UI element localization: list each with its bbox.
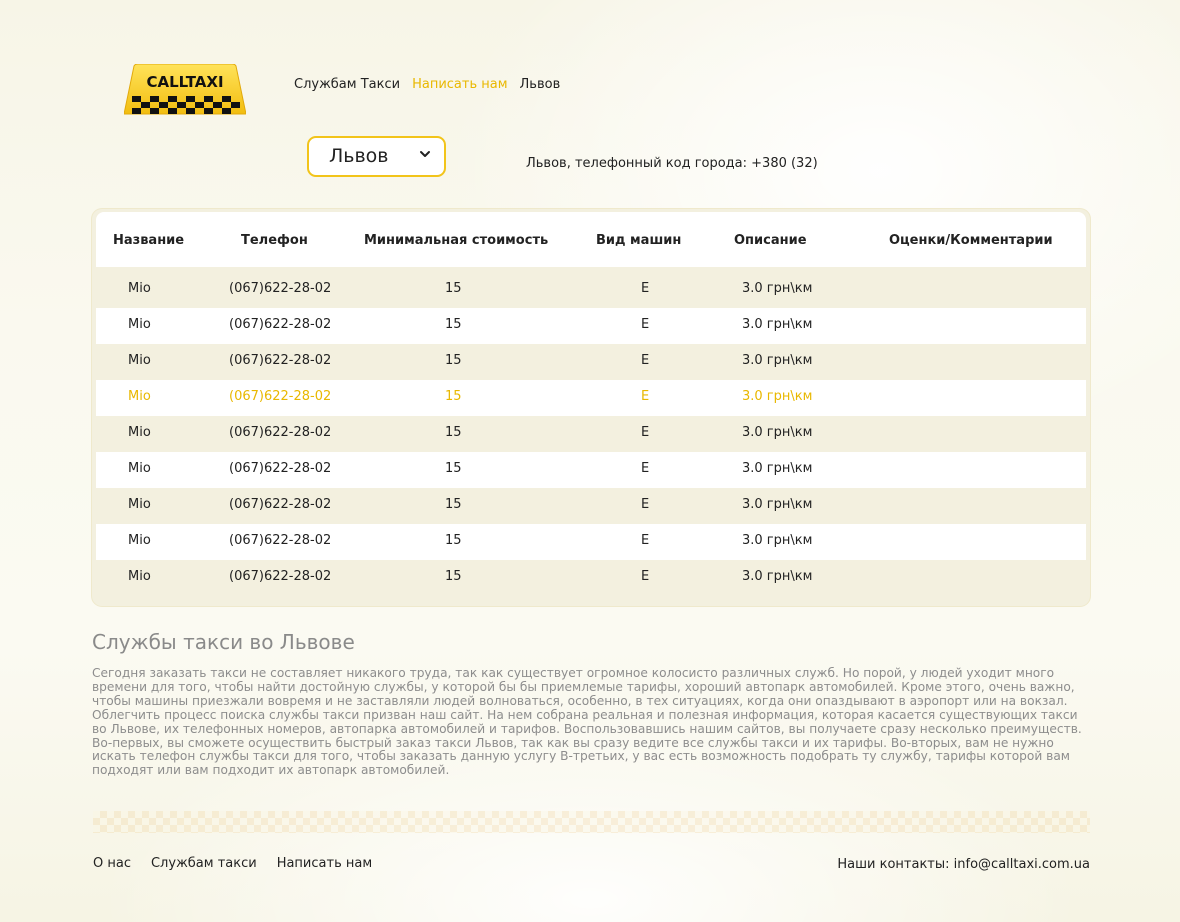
table-row[interactable] [96, 524, 1086, 560]
city-select[interactable] [307, 136, 446, 177]
table-row[interactable] [96, 416, 1086, 452]
city-phone-code-info: Львов, телефонный код города: +380 (32) [526, 156, 818, 171]
table-row[interactable] [96, 560, 1086, 596]
cell-car-type: E [641, 461, 650, 476]
nav-current-city: Львов [519, 77, 561, 92]
column-header-phone: Телефон [241, 233, 308, 248]
cell-description: 3.0 грн\км [742, 317, 813, 332]
chevron-down-icon [418, 147, 432, 161]
cell-name: Mio [128, 281, 151, 296]
cell-min-cost: 15 [445, 353, 462, 368]
cell-phone: (067)622-28-02 [229, 461, 332, 476]
cell-phone: (067)622-28-02 [229, 569, 332, 584]
cell-phone: (067)622-28-02 [229, 533, 332, 548]
cell-car-type: E [641, 317, 650, 332]
cell-car-type: E [641, 497, 650, 512]
cell-phone: (067)622-28-02 [229, 425, 332, 440]
column-header-name: Название [113, 233, 185, 248]
cell-car-type: E [641, 353, 650, 368]
footer-checker-divider [93, 811, 1090, 833]
cell-car-type: E [641, 281, 650, 296]
cell-min-cost: 15 [445, 317, 462, 332]
table-row[interactable] [96, 488, 1086, 524]
table-row-hovered[interactable] [96, 380, 1086, 416]
article-title: Службы такси во Львове [92, 630, 355, 654]
cell-name: Mio [128, 425, 151, 440]
cell-description: 3.0 грн\км [742, 353, 813, 368]
column-header-description: Описание [734, 233, 807, 248]
cell-description: 3.0 грн\км [742, 497, 813, 512]
cell-name: Mio [128, 389, 151, 404]
cell-min-cost: 15 [445, 425, 462, 440]
table-row[interactable] [96, 308, 1086, 344]
cell-description: 3.0 грн\км [742, 389, 813, 404]
table-row[interactable] [96, 344, 1086, 380]
cell-name: Mio [128, 353, 151, 368]
column-header-min-cost: Минимальная стоимость [364, 233, 549, 248]
city-select-value: Львов [329, 145, 389, 167]
cell-min-cost: 15 [445, 461, 462, 476]
cell-phone: (067)622-28-02 [229, 353, 332, 368]
cell-name: Mio [128, 461, 151, 476]
cell-description: 3.0 грн\км [742, 281, 813, 296]
table-body [96, 272, 1086, 596]
footer-contacts [837, 857, 1090, 872]
calltaxi-logo[interactable] [124, 64, 246, 116]
cell-phone: (067)622-28-02 [229, 497, 332, 512]
footer-write-us-link[interactable]: Написать нам [276, 856, 373, 871]
cell-min-cost: 15 [445, 533, 462, 548]
table-row[interactable] [96, 272, 1086, 308]
column-header-car-type: Вид машин [596, 233, 682, 248]
cell-description: 3.0 грн\км [742, 533, 813, 548]
cell-car-type: E [641, 425, 650, 440]
cell-phone: (067)622-28-02 [229, 281, 332, 296]
footer-taxi-services-link[interactable]: Службам такси [150, 856, 257, 871]
contact-email-link[interactable]: info@calltaxi.com.ua [953, 857, 1090, 872]
taxi-services-table [92, 209, 1090, 606]
cell-min-cost: 15 [445, 497, 462, 512]
cell-car-type: E [641, 533, 650, 548]
cell-car-type: E [641, 569, 650, 584]
cell-phone: (067)622-28-02 [229, 389, 332, 404]
column-header-ratings: Оценки/Комментарии [889, 233, 1053, 248]
top-nav [294, 77, 560, 92]
article-text: Сегодня заказать такси не составляет никакого труда, так как существует огромное колосисто различных служб. Но порой, у людей уходит много времени для того, чтобы найти достойную службы, у которой бы бы приемлемые тарифы, хороший автопарк автомобилей. Кроме этого, очень важно, чтобы машины приезжали вовремя и не заставляли людей волноваться, особенно, в тех ситуациях, когда они опаздывают в аэропорт или на вокзал. Облегчить процесс поиска службы такси призван наш сайт. На нем собрана реальная и полезная информация, которая касается существующих такси во Львове, их телефонных номеров, автопарка автомобилей и тарифов. Воспользовавшись нашим сайтов, вы получаете сразу несколько преимуществ. Во-первых, вы сможете осуществить быстрый заказ такси Львов, так как вы сразу ведите все службы такси и их тарифы. Во-вторых, вам не нужно искать телефон службы такси для того, чтобы заказать данную услугу В-третьих, у вас есть возможность подобрать ту службу, тарифы которой вам подходят или вам подходит их автопарк автомобилей. [92, 666, 1082, 778]
table-header [96, 212, 1086, 267]
cell-description: 3.0 грн\км [742, 461, 813, 476]
cell-min-cost: 15 [445, 389, 462, 404]
cell-phone: (067)622-28-02 [229, 317, 332, 332]
cell-name: Mio [128, 569, 151, 584]
footer-about-link[interactable]: О нас [93, 856, 131, 871]
cell-description: 3.0 грн\км [742, 569, 813, 584]
cell-min-cost: 15 [445, 281, 462, 296]
cell-name: Mio [128, 497, 151, 512]
taxi-sign-icon [124, 64, 246, 116]
table-row[interactable] [96, 452, 1086, 488]
nav-write-us-link[interactable]: Написать нам [412, 77, 508, 92]
cell-name: Mio [128, 317, 151, 332]
logo-text: CALLTAXI [146, 73, 224, 91]
nav-taxi-services-link[interactable]: Службам Такси [294, 77, 401, 92]
cell-car-type: E [641, 389, 650, 404]
contacts-label: Наши контакты: [837, 857, 950, 872]
cell-min-cost: 15 [445, 569, 462, 584]
footer-nav [93, 856, 372, 871]
cell-name: Mio [128, 533, 151, 548]
cell-description: 3.0 грн\км [742, 425, 813, 440]
